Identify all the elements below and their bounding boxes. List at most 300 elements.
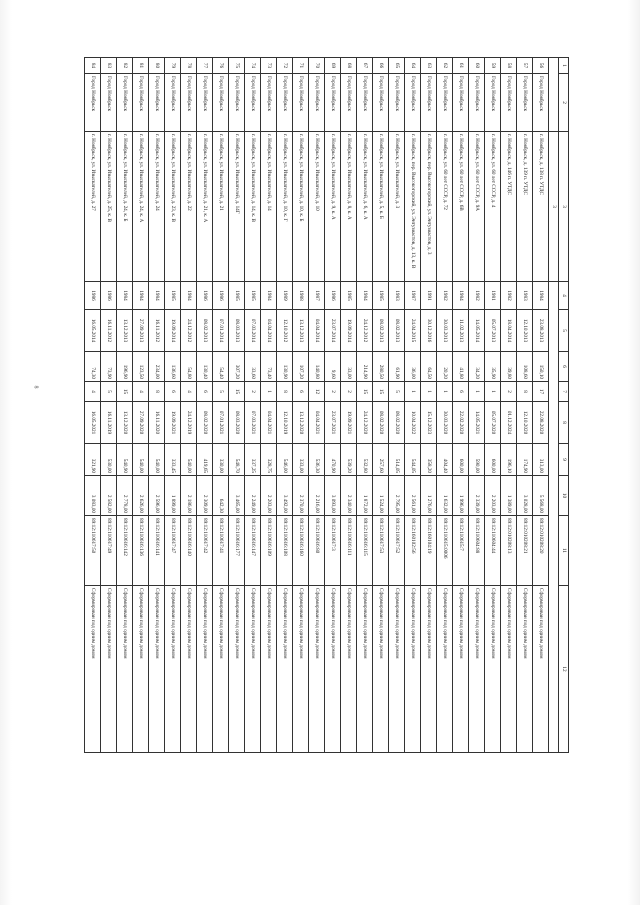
table-cell: 1986 [197, 282, 213, 310]
table-cell: 1985 [229, 282, 245, 310]
table-cell: 07.03.2014 [245, 310, 261, 352]
table-cell: 15 [117, 382, 133, 402]
table-cell: Город Ноябрьск [277, 74, 293, 132]
table-cell: 2 626,00 [133, 476, 149, 516]
table-cell: 74 [245, 58, 261, 74]
table-cell: Город Ноябрьск [245, 74, 261, 132]
table-cell: Город Ноябрьск [309, 74, 325, 132]
table-cell: 89:12:110616:140 [181, 516, 197, 586]
table-cell: 1982 [469, 282, 485, 310]
table-row [517, 58, 533, 753]
table-row [261, 58, 277, 753]
table-cell: Город Ноябрьск [341, 74, 357, 132]
table-cell: 60 [469, 58, 485, 74]
table-cell: Сформирован под одним домом [389, 586, 405, 753]
table-cell: 41,80 [453, 352, 469, 382]
table-cell: 62 [437, 58, 453, 74]
table-cell: Сформирован под одним домом [421, 586, 437, 753]
table-cell: Город Ноябрьск [133, 74, 149, 132]
table-cell: 1 276,00 [421, 476, 437, 516]
table-cell: Город Ноябрьск [469, 74, 485, 132]
table-cell: 23.07.2014 [325, 310, 341, 352]
table-cell: Город Ноябрьск [501, 74, 517, 132]
table-cell: Сформирован под одним домом [149, 586, 165, 753]
table-cell: 89:12:110615:7 [453, 516, 469, 586]
table-cell: Сформирован под одним домом [277, 586, 293, 753]
table-cell: Сформирован под одним домом [117, 586, 133, 753]
table-cell: Город Ноябрьск [85, 74, 101, 132]
table-cell: 24.12.2012 [181, 310, 197, 352]
table-cell: 16.11.2012 [101, 310, 117, 352]
table-cell: 33,00 [341, 352, 357, 382]
table-cell: 1 [405, 382, 421, 402]
table-cell: Город Ноябрьск [517, 74, 533, 132]
table-cell: г. Ноябрьск, ул. Изыскателей, д. 5, к. Б [373, 132, 389, 282]
table-cell: 33,60 [245, 352, 261, 382]
table-cell: Сформирован под одним домом [325, 586, 341, 753]
table-cell: 89:12:110617:53 [373, 516, 389, 586]
table-cell: 108,60 [517, 352, 533, 382]
table-cell: 9,60 [325, 352, 341, 382]
table-cell: 13.12.2020 [293, 402, 309, 444]
table-cell: 19.09.2014 [165, 310, 181, 352]
table-cell: Город Ноябрьск [533, 74, 549, 132]
table-cell: 04.04.2014 [309, 310, 325, 352]
table-cell: 19.09.2021 [341, 402, 357, 444]
table-cell: 2 203,00 [261, 476, 277, 516]
table-cell: 08.02.2013 [197, 310, 213, 352]
table-cell: г. Ноябрьск, ул. Изыскателей, д. 24, к. А [133, 132, 149, 282]
table-cell: 2 596,00 [149, 476, 165, 516]
table-cell: 68 [341, 58, 357, 74]
table-cell: 419,65 [197, 444, 213, 476]
table-cell: 08.02.2013 [373, 310, 389, 352]
table-cell: 1 [485, 382, 501, 402]
table-cell: 08.02.2020 [197, 402, 213, 444]
table-cell: 04.04.2021 [309, 402, 325, 444]
table-cell: 89:12:110616:147 [245, 516, 261, 586]
table-cell: г. Ноябрьск, ул. 60 лет СССР, д. 9А [469, 132, 485, 282]
table-cell: 89:12:110616:142 [117, 516, 133, 586]
table-cell: 150,10 [533, 352, 549, 382]
table-cell: 22.02.2020 [453, 402, 469, 444]
table-cell: 280,50 [373, 352, 389, 382]
table-cell: 1984 [261, 282, 277, 310]
table-cell: 89:12:110616:115 [357, 516, 373, 586]
table-cell: 4 [133, 382, 149, 402]
table-cell: 600,00 [485, 444, 501, 476]
column-number-cell: 11 [559, 516, 569, 586]
table-cell: 36,00 [405, 352, 421, 382]
table-cell: 1 524,00 [373, 476, 389, 516]
table-cell: 83 [101, 58, 117, 74]
table-cell: 307,20 [229, 352, 245, 382]
table-cell: 73,90 [101, 352, 117, 382]
table-row [437, 58, 453, 753]
table-cell: 80 [149, 58, 165, 74]
table-cell: 1 996,00 [453, 476, 469, 516]
table-row [101, 58, 117, 753]
table-cell: Сформирован под одним домом [469, 586, 485, 753]
table-cell: 15 [373, 382, 389, 402]
table-cell: 76 [213, 58, 229, 74]
table-cell: 19.09.2014 [341, 310, 357, 352]
table-cell: 89:12:110617:3 [325, 516, 341, 586]
table-cell: 1 [437, 382, 453, 402]
table-cell: 89:12:010208:21 [517, 516, 533, 586]
table-cell: 2 561,00 [405, 476, 421, 516]
table-cell: 18.04.2014 [501, 310, 517, 352]
table-cell: г. Ноябрьск, ул. Изыскателей, д. 24, к. Б [117, 132, 133, 282]
table-cell: 59 [485, 58, 501, 74]
table-cell: 16.05.2014 [85, 310, 101, 352]
column-number-cell: 10 [559, 476, 569, 516]
table-cell: г. Ноябрьск, д. 139 п. УТДС [517, 132, 533, 282]
table-cell: 234,00 [149, 352, 165, 382]
table-cell: Город Ноябрьск [101, 74, 117, 132]
table-cell: 1 872,00 [357, 476, 373, 516]
table-cell: 34,20 [469, 352, 485, 382]
table-row [533, 58, 549, 753]
table-cell: Город Ноябрьск [357, 74, 373, 132]
table-cell: 642,30 [213, 476, 229, 516]
table-cell: 1984 [149, 282, 165, 310]
table-cell: Город Ноябрьск [437, 74, 453, 132]
table-cell: 10.04.2022 [405, 402, 421, 444]
table-row [501, 58, 517, 753]
table-cell: 23.08.2013 [533, 310, 549, 352]
table-cell: 12.10.2013 [517, 310, 533, 352]
table-cell: г. Ноябрьск, ул. Изыскателей, д. 25, к. В [101, 132, 117, 282]
table-cell: 1988 [293, 282, 309, 310]
table-cell: 61,90 [389, 352, 405, 382]
table-row [453, 58, 469, 753]
table-cell: 1984 [533, 282, 549, 310]
table-cell: г. Ноябрьск, д. 138 п. УТДС [533, 132, 549, 282]
table-cell: г. Ноябрьск, ул. Изыскателей, д. 22 [181, 132, 197, 282]
table-cell: 04.04.2014 [261, 310, 277, 352]
table-cell: 136,60 [165, 352, 181, 382]
subheader-row [549, 58, 559, 753]
table-cell: 64 [405, 58, 421, 74]
table-cell: Город Ноябрьск [261, 74, 277, 132]
table-cell: 540,90 [117, 444, 133, 476]
table-cell: г. Ноябрьск, ул. Изыскателей, д. 23, к. В [165, 132, 181, 282]
table-cell: 77 [197, 58, 213, 74]
table-cell: г. Ноябрьск, пер. Высокогорский, ул. Энтузиастов, д. 13, к. В [405, 132, 421, 282]
table-cell: 130,40 [197, 352, 213, 382]
table-cell: 24.12.2012 [357, 310, 373, 352]
table-cell: 6 [293, 382, 309, 402]
table-cell: 1 632,00 [437, 476, 453, 516]
table-cell: Город Ноябрьск [421, 74, 437, 132]
table-row [309, 58, 325, 753]
table-cell: 2 309,00 [197, 476, 213, 516]
table-cell: г. Ноябрьск, ул. Изыскателей, д. 10 [309, 132, 325, 282]
table-cell: 333,00 [293, 444, 309, 476]
table-cell: Город Ноябрьск [229, 74, 245, 132]
table-cell: Сформирован под одним домом [373, 586, 389, 753]
table-cell: 71 [293, 58, 309, 74]
table-cell: г. Ноябрьск, ул. 60 лет СССР, д. 72 [437, 132, 453, 282]
table-cell: 1986 [85, 282, 101, 310]
table-cell: Город Ноябрьск [213, 74, 229, 132]
table-cell: 89:12:110616:160 [293, 516, 309, 586]
table-cell: 23.07.2021 [325, 402, 341, 444]
table-cell: 24.04.2015 [405, 310, 421, 352]
table-cell: 24.12.2019 [181, 402, 197, 444]
table-cell: г. Ноябрьск, д. 146 п. УТДС [501, 132, 517, 282]
table-cell: 14.05.2014 [469, 310, 485, 352]
table-cell: Город Ноябрьск [197, 74, 213, 132]
table-row [213, 58, 229, 753]
table-cell: 530,00 [101, 444, 117, 476]
table-cell: 4 [181, 382, 197, 402]
table-cell: 89:12:010208:20 [533, 516, 549, 586]
table-cell: Сформирован под одним домом [261, 586, 277, 753]
table-cell: г. Ноябрьск, ул. Изыскателей, д. 10, к. Г [277, 132, 293, 282]
table-row [373, 58, 389, 753]
table-cell: Сформирован под одним домом [133, 586, 149, 753]
table-row [357, 58, 373, 753]
table-cell: 3 465,00 [229, 476, 245, 516]
table-cell: 590,00 [469, 444, 485, 476]
table-cell: 89:12:110616:111 [341, 516, 357, 586]
table-cell: Сформирован под одним домом [533, 586, 549, 753]
table-cell: 24.12.2020 [357, 402, 373, 444]
table-cell: 89:12:110616:80 [309, 516, 325, 586]
rotated-table [92, 57, 569, 752]
table-cell: 5 [101, 382, 117, 402]
table-cell: 30.03.2020 [437, 402, 453, 444]
table-cell: 75 [229, 58, 245, 74]
table-cell: 2 249,00 [245, 476, 261, 516]
table-cell: 12 [309, 382, 325, 402]
table-cell: 1991 [421, 282, 437, 310]
table-cell: 257,60 [373, 444, 389, 476]
table-cell: 14.05.2021 [469, 402, 485, 444]
table-cell: 89:12:110615:0006 [437, 516, 453, 586]
table-cell: 07.03.2021 [245, 402, 261, 444]
table-cell: г. Ноябрьск, ул. Изыскателей, д. 3 [389, 132, 405, 282]
table-cell: 89:12:110617:49 [101, 516, 117, 586]
table-cell: 54,40 [213, 352, 229, 382]
table-row [293, 58, 309, 753]
table-cell: Сформирован под одним домом [213, 586, 229, 753]
table-cell: 15 [357, 382, 373, 402]
table-cell: 30.03.2013 [437, 310, 453, 352]
table-cell: 1985 [373, 282, 389, 310]
table-row [181, 58, 197, 753]
table-cell: Город Ноябрьск [149, 74, 165, 132]
table-cell: 89:12:110617:52 [389, 516, 405, 586]
table-cell: 13.12.2013 [117, 310, 133, 352]
table-cell: 15 [229, 382, 245, 402]
table-cell: Сформирован под одним домом [501, 586, 517, 753]
table-cell: 81 [133, 58, 149, 74]
table-cell: 89:12:160104:19 [421, 516, 437, 586]
table-cell: Сформирован под одним домом [165, 586, 181, 753]
table-cell: 08.02.2020 [389, 402, 405, 444]
column-number-cell: 8 [559, 402, 569, 444]
table-cell: 5 [389, 382, 405, 402]
table-cell: 30.12.2016 [421, 310, 437, 352]
table-cell: 1987 [309, 282, 325, 310]
table-cell: 1 [421, 382, 437, 402]
table-cell: 89:12:110616:141 [149, 516, 165, 586]
column-number-row [559, 58, 569, 753]
table-cell: 39,80 [501, 352, 517, 382]
table-cell: 6 [197, 382, 213, 402]
table-cell: Сформирован под одним домом [293, 586, 309, 753]
table-cell: 1984 [133, 282, 149, 310]
table-cell: 1986 [213, 282, 229, 310]
table-cell: 79 [165, 58, 181, 74]
table-cell: 27.09.2013 [133, 310, 149, 352]
table-cell: 11.02.2013 [453, 310, 469, 352]
table-cell: 61 [453, 58, 469, 74]
table-row [325, 58, 341, 753]
table-cell: 540,00 [181, 444, 197, 476]
column-number-cell: 7 [559, 382, 569, 402]
table-cell: Сформирован под одним домом [453, 586, 469, 753]
table-cell: 3 093,00 [325, 476, 341, 516]
column-number-cell: 4 [559, 282, 569, 310]
table-cell: 69 [325, 58, 341, 74]
table-cell: 19.09.2021 [165, 402, 181, 444]
table-cell: г. Ноябрьск, ул. Изыскателей, д. 6, к. А [357, 132, 373, 282]
table-cell: г. Ноябрьск, ул. Изыскателей, д. 8, к. А [341, 132, 357, 282]
table-cell: Сформирован под одним домом [181, 586, 197, 753]
table-cell: 514,05 [389, 444, 405, 476]
table-cell: 17 [533, 382, 549, 402]
table-cell: 70 [309, 58, 325, 74]
table-cell: 2 [501, 382, 517, 402]
table-cell: 67 [357, 58, 373, 74]
table-cell: 56 [533, 58, 549, 74]
table-cell: 2 216,00 [309, 476, 325, 516]
table-cell: 2 [341, 382, 357, 402]
table-cell: 470,90 [325, 444, 341, 476]
table-cell: 1981 [485, 282, 501, 310]
table-cell: 65 [389, 58, 405, 74]
table-cell: 2 [245, 382, 261, 402]
table-cell: Город Ноябрьск [293, 74, 309, 132]
table-cell: 1985 [341, 282, 357, 310]
table-cell: 1984 [453, 282, 469, 310]
table-cell: 89:12:010208:13 [501, 516, 517, 586]
table-cell: 89:12:110616:177 [229, 516, 245, 586]
table-cell: Сформирован под одним домом [517, 586, 533, 753]
subheader-cell: 3 [549, 132, 559, 282]
table-cell: 2 340,00 [341, 476, 357, 516]
table-cell: 20,20 [437, 352, 453, 382]
table-cell: 89:12:160102:56 [405, 516, 421, 586]
column-number-cell: 9 [559, 444, 569, 476]
table-cell: 3 083,00 [85, 476, 101, 516]
table-cell: 89:12:110604:44 [485, 516, 501, 586]
table-cell: 05.07.2020 [485, 402, 501, 444]
table-cell: Сформирован под одним домом [405, 586, 421, 753]
table-cell: 196,10 [501, 444, 517, 476]
table-row [469, 58, 485, 753]
table-cell: г. Ноябрьск, пер. Высокогорский, ул. Энтузиастов, д. 3 [421, 132, 437, 282]
table-cell: Сформирован под одним домом [245, 586, 261, 753]
table-cell: 08.02.2020 [373, 402, 389, 444]
table-cell: г. Ноябрьск, ул. Изыскателей, д. 14, к. В [245, 132, 261, 282]
table-cell: 313,00 [533, 444, 549, 476]
table-cell: 1985 [245, 282, 261, 310]
table-row [117, 58, 133, 753]
table-cell: Город Ноябрьск [389, 74, 405, 132]
subheader-cell [549, 282, 559, 753]
table-cell: 82 [117, 58, 133, 74]
table-cell: 5 [213, 382, 229, 402]
table-cell: г. Ноябрьск, ул. Изыскателей, д. 21, к. А [197, 132, 213, 282]
table-row [149, 58, 165, 753]
table-cell: г. Ноябрьск, ул. Изыскателей, д. 14Г [229, 132, 245, 282]
table-cell: 1984 [181, 282, 197, 310]
table-cell: Город Ноябрьск [485, 74, 501, 132]
table-cell: 3 028,00 [517, 476, 533, 516]
table-cell: 1986 [101, 282, 117, 310]
table-cell: 404,40 [437, 444, 453, 476]
table-cell: Сформирован под одним домом [341, 586, 357, 753]
column-number-cell: 1 [559, 58, 569, 74]
table-body [85, 58, 549, 753]
land-plots-table [84, 57, 569, 753]
table-cell: 3 492,00 [277, 476, 293, 516]
table-cell: Сформирован под одним домом [437, 586, 453, 753]
table-cell: 74,30 [85, 352, 101, 382]
table-row [405, 58, 421, 753]
table-cell: 2 582,00 [101, 476, 117, 516]
table-cell: г. Ноябрьск, ул. Изыскателей, д. 21 [213, 132, 229, 282]
table-cell: 73,40 [261, 352, 277, 382]
table-cell: г. Ноябрьск, ул. 60 лет СССР, д. 4 [485, 132, 501, 282]
table-cell: г. Ноябрьск, ул. Изыскателей, д. 27 [85, 132, 101, 282]
table-cell: 64,50 [421, 352, 437, 382]
table-cell: Город Ноябрьск [453, 74, 469, 132]
table-cell: Сформирован под одним домом [101, 586, 117, 753]
table-cell: 2 203,00 [485, 476, 501, 516]
table-cell: 196,90 [117, 352, 133, 382]
table-cell: 89:12:110616:108 [277, 516, 293, 586]
table-cell: 123,50 [133, 352, 149, 382]
table-cell: 1983 [517, 282, 533, 310]
table-row [341, 58, 357, 753]
table-cell: 12.10.2020 [517, 402, 533, 444]
table-cell: 548,70 [229, 444, 245, 476]
table-cell: 328,75 [261, 444, 277, 476]
table-cell: 540,00 [133, 444, 149, 476]
table-cell: г. Ноябрьск, ул. Изыскателей, д. 24 [149, 132, 165, 282]
table-cell: 16.11.2019 [101, 402, 117, 444]
table-cell: 544,05 [405, 444, 421, 476]
table-cell: 66 [373, 58, 389, 74]
table-row [197, 58, 213, 753]
column-number-cell: 5 [559, 310, 569, 352]
table-cell: 12.10.2019 [277, 402, 293, 444]
table-cell: 337,25 [245, 444, 261, 476]
table-cell: 2 339,00 [469, 476, 485, 516]
table-cell: Город Ноябрьск [181, 74, 197, 132]
table-cell: 89:12:110617:42 [197, 516, 213, 586]
table-cell: 89:12:110617:41 [213, 516, 229, 586]
table-cell: 89:12:110617:47 [165, 516, 181, 586]
table-cell: 15.12.2023 [421, 402, 437, 444]
table-cell: 1984 [117, 282, 133, 310]
